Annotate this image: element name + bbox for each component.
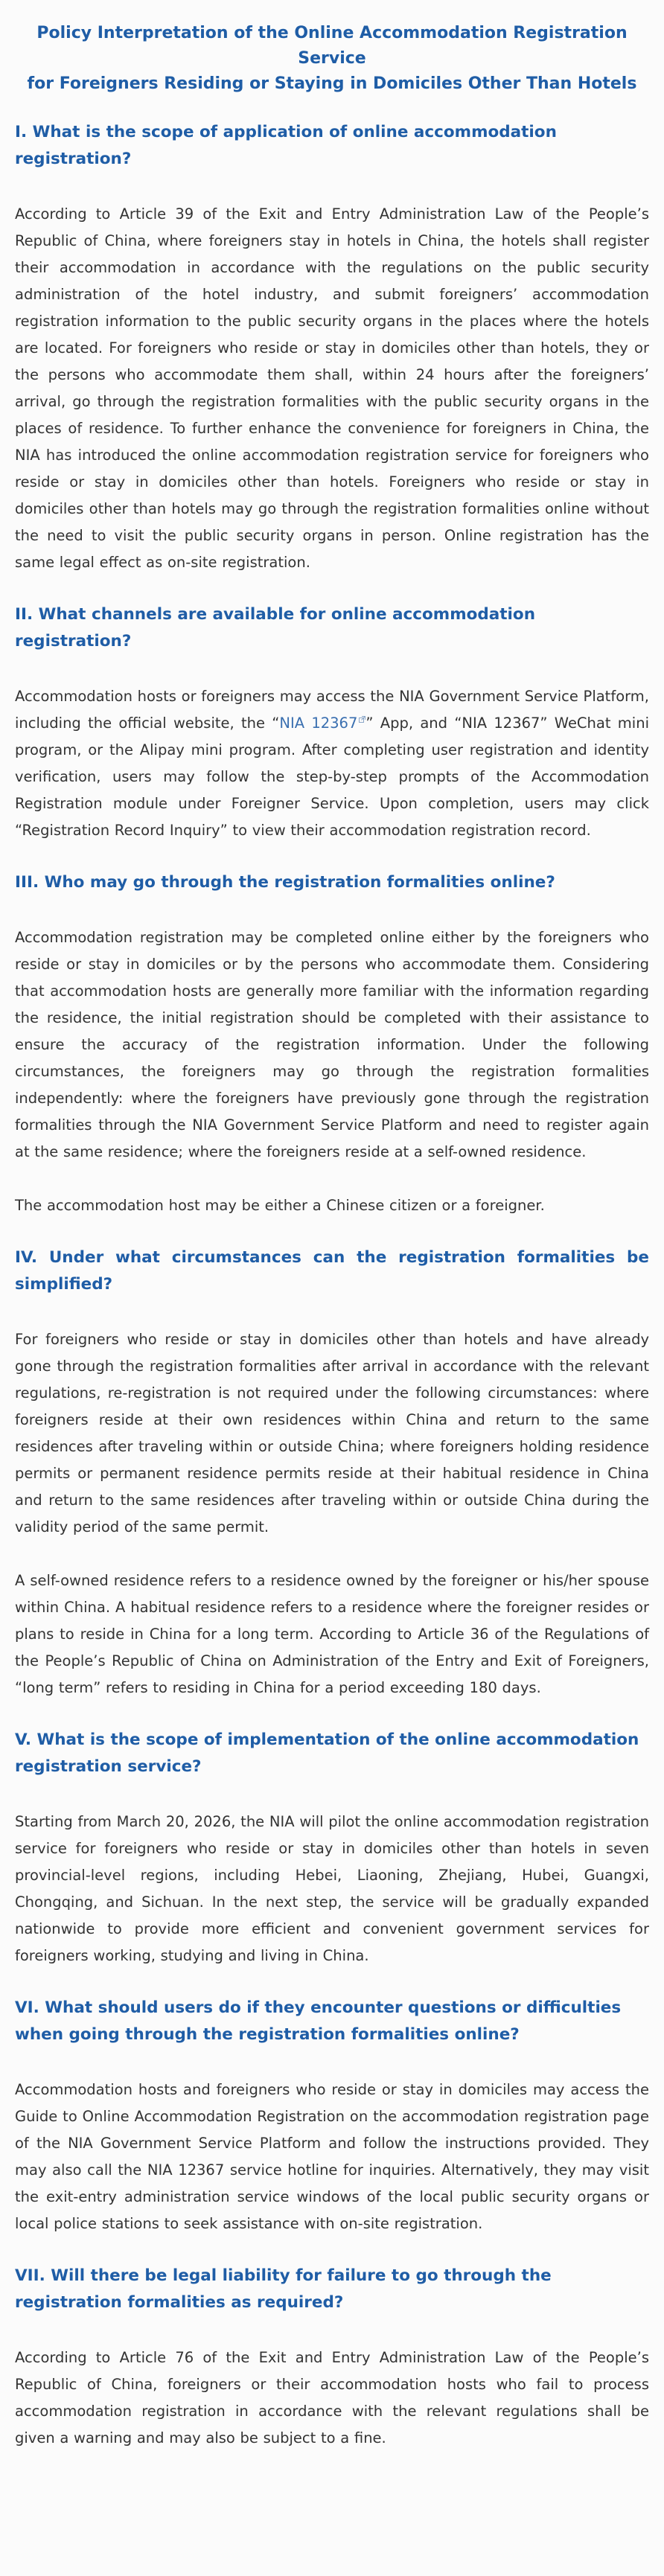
paragraph: The accommodation host may be either a Chinese citizen or a foreigner.: [15, 1197, 545, 1214]
section-4: [15, 1244, 649, 1701]
paragraph: According to Article 39 of the Exit and Entry Administration Law of the People’s Republic of China, where foreigners stay in hotels in China, the hotels shall register their accommodation in accordance with the regulations on the public security administration of the hotel industry, and submit foreigners’ accommodation registration information to the public security organs in the places where the hotels are located. For foreigners who reside or stay in domiciles other than hotels, they or the persons who accommodate them shall, within 24 hours after the foreigners’ arrival, go through the registration formalities with the public security organs in the places of residence. To further enhance the convenience for foreigners in China, the NIA has introduced the online accommodation registration service for foreigners who reside or stay in domiciles other than hotels. Foreigners who reside or stay in domiciles other than hotels may go through the registration formalities online without the need to visit the public security organs in person. Online registration has the same legal effect as on-site registration.: [15, 205, 649, 571]
paragraph: Starting from March 20, 2026, the NIA will pilot the online accommodation registration service for foreigners who reside or stay in domiciles other than hotels in seven provincial-level regions, including Hebei, Liaoning, Zhejiang, Hubei, Guangxi, Chongqing, and Sichuan. In the next step, the service will be gradually expanded nationwide to provide more efficient and convenient government services for foreigners working, studying and living in China.: [15, 1813, 649, 1964]
section-heading: II. What channels are available for online accommodation registration?: [15, 605, 536, 651]
section-heading: I. What is the scope of application of online accommodation registration?: [15, 123, 557, 168]
section-heading: VI. What should users do if they encounter questions or difficulties when going through the registration formalities online?: [15, 1998, 622, 2044]
paragraph-text: Accommodation hosts or foreigners may access the NIA Government Service Platform, including the official website, the “: [15, 688, 649, 732]
section-5: [15, 1727, 649, 1969]
section-heading: V. What is the scope of implementation of the online accommodation registration service?: [15, 1730, 639, 1776]
paragraph: A self-owned residence refers to a residence owned by the foreigner or his/her spouse within China. A habitual residence refers to a residence where the foreigner resides or plans to reside in China for a long term. According to Article 36 of the Regulations of the People’s Republic of China on Administration of the Entry and Exit of Foreigners, “long term” refers to residing in China for a period exceeding 180 days.: [15, 1572, 649, 1696]
title-line-2: for Foreigners Residing or Staying in Domiciles Other Than Hotels: [27, 74, 637, 93]
section-heading: IV. Under what circumstances can the registration formalities be simplified?: [15, 1248, 649, 1294]
section-6: [15, 1995, 649, 2237]
paragraph-text: ” App, and “NIA 12367” WeChat mini program, or the Alipay mini program. After completing user registration and identity verification, users may follow the step-by-step prompts of the Accommodation Registration module under Foreigner Service. Upon completion, users may click “Registration Record Inquiry” to view their accommodation registration record.: [15, 715, 649, 839]
nia-12367-app-link[interactable]: [279, 715, 365, 732]
section-heading: III. Who may go through the registration formalities online?: [15, 873, 555, 892]
section-2: [15, 601, 649, 844]
section-7: [15, 2263, 649, 2452]
paragraph: Accommodation hosts and foreigners who reside or stay in domiciles may access the Guide to Online Accommodation Registration on the accommodation registration page of the NIA Government Service Platform and follow the instructions provided. They may also call the NIA 12367 service hotline for inquiries. Alternatively, they may visit the exit-entry administration service windows of the local public security organs or local police stations to seek assistance with on-site registration.: [15, 2081, 649, 2232]
title-line-1: Policy Interpretation of the Online Accommodation Registration Service: [36, 24, 628, 68]
section-1: [15, 119, 649, 576]
section-3: [15, 869, 649, 1219]
paragraph: For foreigners who reside or stay in domiciles other than hotels and have already gone through the registration formalities after arrival in accordance with the relevant regulations, re-registration is not required under the following circumstances: where foreigners reside at their own residences within China and return to the same residences after traveling within or outside China; where foreigners holding residence permits or permanent residence permits reside at their habitual residence in China and return to the same residences after traveling within or outside China during the validity period of the same permit.: [15, 1331, 649, 1535]
page-title: [15, 21, 649, 97]
paragraph: Accommodation registration may be completed online either by the foreigners who reside or stay in domiciles or by the persons who accommodate them. Considering that accommodation hosts are generally more familiar with the information regarding the residence, the initial registration should be completed with their assistance to ensure the accuracy of the registration information. Under the following circumstances, the foreigners may go through the registration formalities independently: where the foreigners have previously gone through the registration formalities through the NIA Government Service Platform and need to register again at the same residence; where the foreigners reside at a self-owned residence.: [15, 929, 649, 1160]
paragraph: According to Article 76 of the Exit and Entry Administration Law of the People’s Republic of China, foreigners or their accommodation hosts who fail to process accommodation registration in accordance with the relevant regulations shall be given a warning and may also be subject to a fine.: [15, 2349, 649, 2446]
section-heading: VII. Will there be legal liability for failure to go through the registration formalities as required?: [15, 2266, 552, 2312]
link-text: NIA 12367: [279, 715, 358, 732]
external-link-icon: [359, 716, 365, 723]
paragraph: [15, 683, 649, 844]
